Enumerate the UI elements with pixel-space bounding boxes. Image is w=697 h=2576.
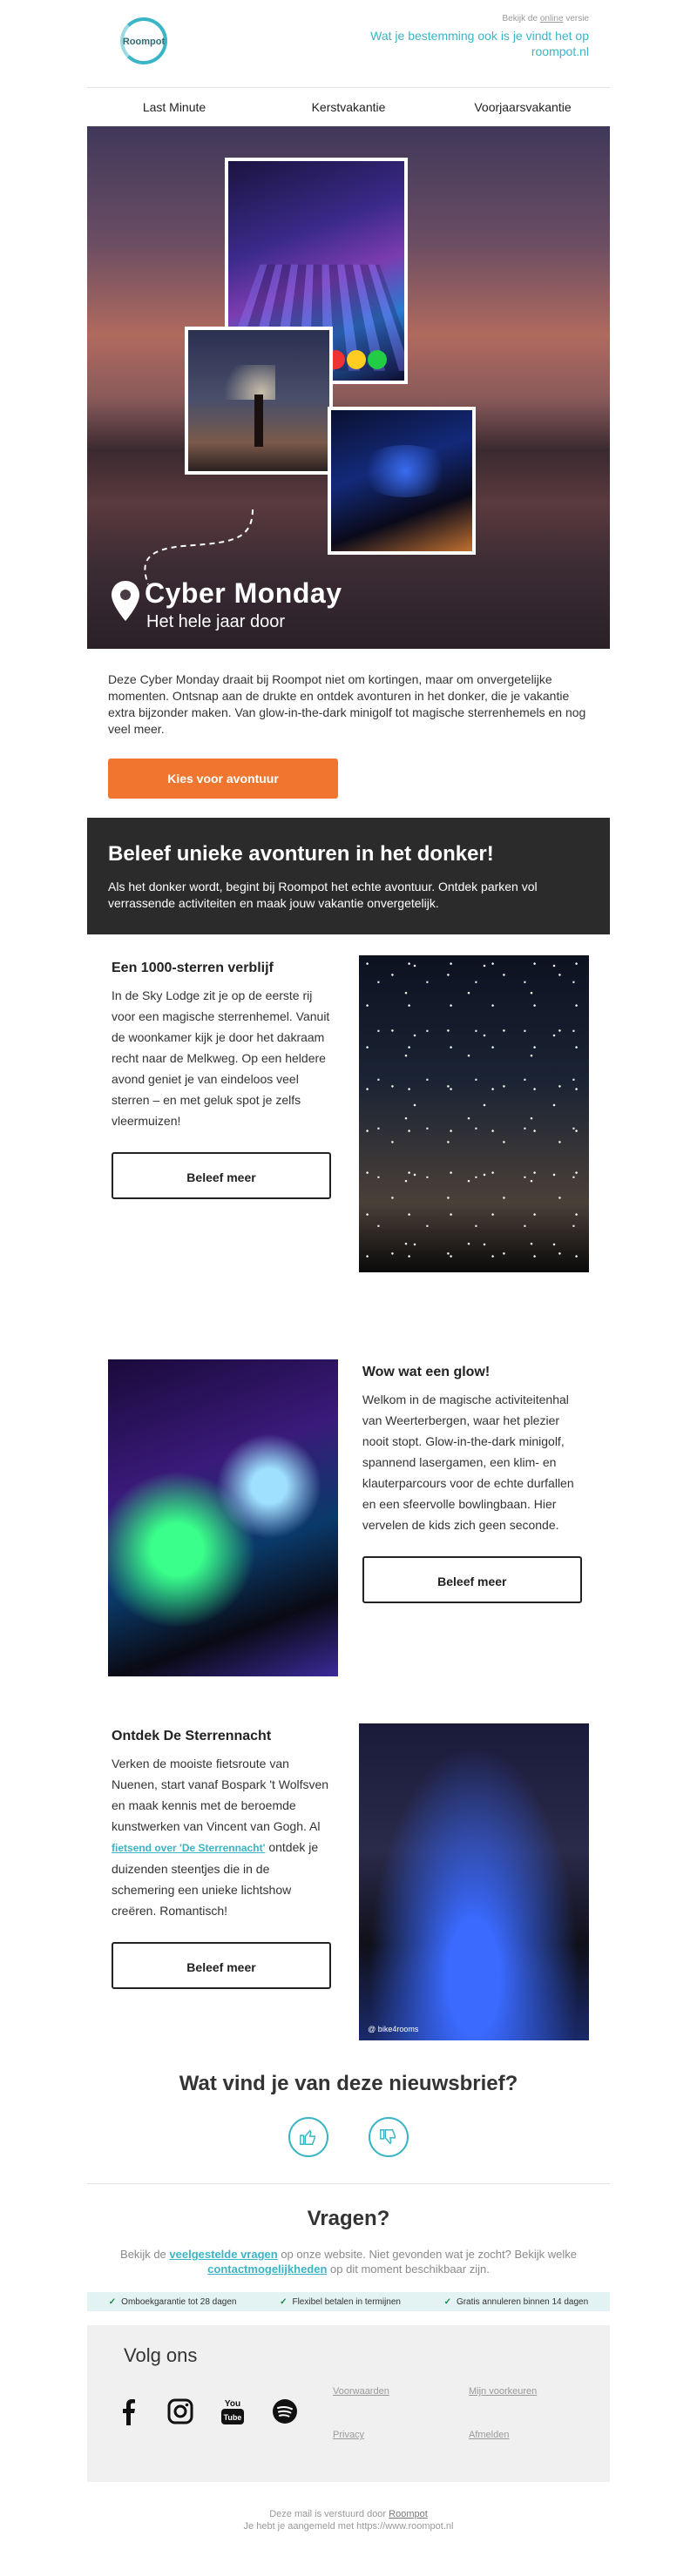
thumbs-down-icon[interactable] (369, 2117, 409, 2157)
usp-bar (87, 2292, 610, 2311)
youtube-icon[interactable] (218, 2397, 247, 2426)
privacy-link[interactable]: Privacy (333, 2430, 365, 2440)
mijn-voorkeuren-link[interactable]: Mijn voorkeuren (469, 2386, 538, 2397)
nav-item-last-minute[interactable]: Last Minute (142, 100, 206, 114)
usp-item: ✓ Flexibel betalen in termijnen (280, 2296, 401, 2307)
online-version-note: Bekijk de online versie (502, 14, 589, 24)
block-title: Wow wat een glow! (362, 1365, 491, 1379)
social-links (113, 2397, 300, 2426)
starry-sky-photo[interactable] (359, 955, 589, 1272)
minigolf-photo (328, 407, 476, 555)
block-text: Welkom in de magische activiteitenhal van Weerterbergen, waar het plezier nooit stopt. Glow-in-the-dark minigolf, spannend lasergamen, een klim- en klauterparcours voor de echte durfallen en een sfeervolle bowlingbaan. Hier vervelen de kids zich geen seconde. (362, 1393, 574, 1532)
glowing-bike-path-photo[interactable] (359, 1723, 589, 2040)
dark-band (87, 818, 610, 934)
facebook-icon[interactable] (113, 2397, 143, 2426)
nav-item-kerstvakantie[interactable]: Kerstvakantie (311, 100, 386, 114)
hero-subtitle: Het hele jaar door (146, 612, 285, 631)
photo-credit: @ bike4rooms (368, 2025, 419, 2033)
roompot-link[interactable]: Roompot (389, 2509, 428, 2519)
beleef-meer-button[interactable]: Beleef meer (112, 1942, 331, 1989)
intro-text: Deze Cyber Monday draait bij Roompot niet om kortingen, maar om onvergetelijke momenten. Ontsnap aan de drukte en ontdek avonturen in het donker, die je vakantie extra bijzonder maken. Van glow-in-the-dark minigolf tot magische sterrenhemels en nog veel meer. (108, 672, 586, 736)
newsletter (87, 0, 610, 2532)
faq-link[interactable]: veelgestelde vragen (169, 2248, 278, 2261)
survey-title: Wat vind je van deze nieuwsbrief? (179, 2072, 518, 2095)
thumbs-up-icon[interactable] (288, 2117, 328, 2157)
roompot-logo[interactable] (115, 17, 173, 68)
usp-item: ✓ Omboekgarantie tot 28 dagen (108, 2296, 237, 2307)
dark-band-text: Als het donker wordt, begint bij Roompot het echte avontuur. Ontdek parken vol verrassende activiteiten en maak jouw vakantie onvergetelijk. (108, 880, 538, 910)
dark-band-title: Beleef unieke avonturen in het donker! (108, 842, 494, 866)
afmelden-link[interactable]: Afmelden (469, 2430, 510, 2440)
location-pin-icon (110, 579, 141, 623)
questions-title: Vragen? (307, 2207, 390, 2230)
header (87, 0, 610, 87)
block-text: In de Sky Lodge zit je op de eerste rij voor een magische sterrenhemel. Vanuit de woonkamer kijk je door het dakraam recht naar de Melkweg. Op een heldere avond geniet je van eindeloos veel sterren – en met geluk spot je zelfs vleermuizen! (112, 988, 330, 1128)
lighthouse-photo (185, 327, 333, 475)
hero-title: Cyber Monday (145, 577, 342, 609)
logo-text: Roompot (122, 37, 166, 47)
beleef-meer-button[interactable]: Beleef meer (362, 1556, 582, 1603)
survey (87, 2054, 610, 2157)
footer (87, 2325, 610, 2482)
glow-minigolf-photo[interactable] (108, 1359, 338, 1676)
block-sterrennacht (87, 1703, 610, 2054)
questions-section (87, 2184, 610, 2276)
voorwaarden-link[interactable]: Voorwaarden (333, 2386, 389, 2397)
block-title: Ontdek De Sterrennacht (112, 1729, 272, 1743)
checkmark-icon: ✓ (280, 2296, 288, 2307)
follow-us-title: Volg ons (124, 2344, 198, 2366)
contact-link[interactable]: contactmogelijkheden (207, 2262, 328, 2276)
nav-item-voorjaarsvakantie[interactable]: Voorjaarsvakantie (474, 100, 572, 114)
kies-voor-avontuur-button[interactable]: Kies voor avontuur (108, 759, 338, 799)
block-text: Verken de mooiste fietsroute van Nuenen, start vanaf Bospark 't Wolfsven en maak kennis met de beroemde kunstwerken van Vincent van Gogh. Al fietsend over 'De Sterrennacht' ontdek je duizenden steentjes die in de schemering een unieke lichtshow creëren. Romantisch! (112, 1757, 329, 1918)
hero-banner[interactable] (87, 126, 610, 649)
svg-text:You: You (224, 2399, 241, 2409)
checkmark-icon: ✓ (443, 2296, 451, 2307)
spotify-icon[interactable] (270, 2397, 300, 2426)
block-title: Een 1000-sterren verblijf (112, 961, 274, 975)
beleef-meer-button[interactable]: Beleef meer (112, 1152, 331, 1199)
sterrennacht-link[interactable]: fietsend over 'De Sterrennacht' (112, 1842, 266, 1854)
online-version-link[interactable]: online (539, 14, 564, 24)
instagram-icon[interactable] (166, 2397, 195, 2426)
main-nav (87, 87, 610, 126)
dashed-route-line (122, 508, 261, 586)
svg-text:Tube: Tube (223, 2413, 242, 2422)
block-sky-lodge (87, 934, 610, 1286)
questions-text: Bekijk de veelgestelde vragen op onze website. Niet gevonden wat je zocht? Bekijk welke contactmogelijkheden op dit moment beschikbaar zijn. (120, 2248, 577, 2276)
sender-note: Deze mail is verstuurd door Roompot Je hebt je aangemeld met https://www.roompot.nl (243, 2509, 454, 2532)
header-tagline: Wat je bestemming ook is je vindt het op roompot.nl (370, 29, 589, 58)
usp-item: ✓ Gratis annuleren binnen 14 dagen (443, 2296, 589, 2307)
checkmark-icon: ✓ (108, 2296, 117, 2307)
block-glow (87, 1339, 610, 1682)
